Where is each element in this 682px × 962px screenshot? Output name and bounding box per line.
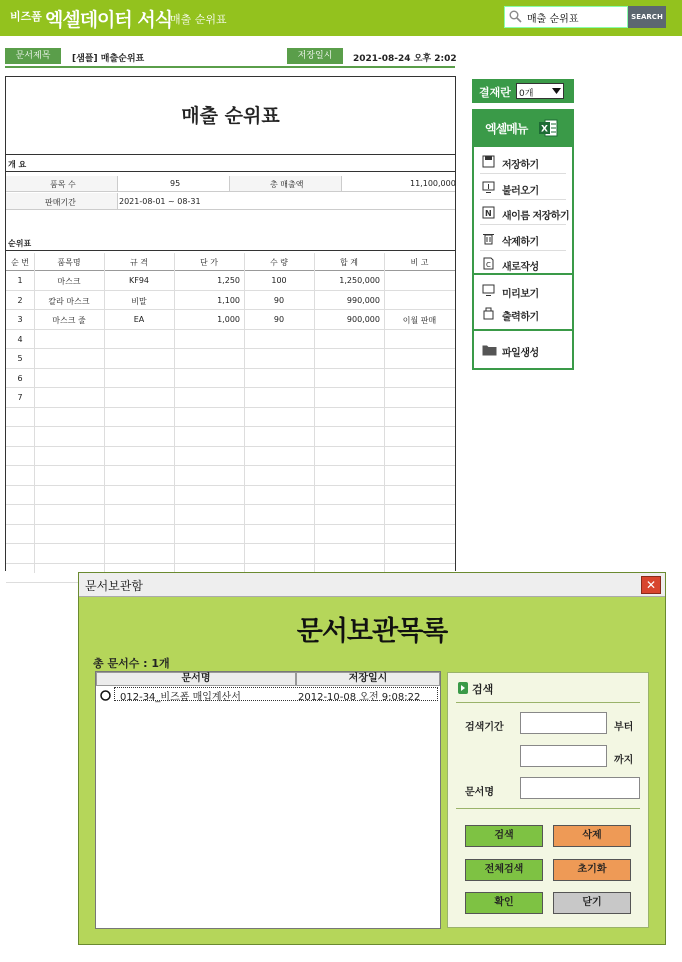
divider bbox=[456, 702, 640, 703]
divider bbox=[6, 171, 455, 172]
divider bbox=[456, 808, 640, 809]
table-row bbox=[6, 291, 455, 311]
save-date-label: 저장일시 bbox=[287, 48, 343, 64]
search-period-label: 검색기간 bbox=[465, 722, 504, 733]
table-cell-name: 칼라 마스크 bbox=[48, 296, 90, 306]
table-cell-name: 마스크 줄 bbox=[52, 316, 86, 325]
table-cell-spec: 비말 bbox=[131, 296, 147, 306]
table-cell-note: 이월 판매 bbox=[402, 316, 437, 325]
search-panel-title: 검색 bbox=[472, 683, 494, 696]
column-header: 단 가 bbox=[200, 258, 218, 267]
table-cell-total: 990,000 bbox=[346, 295, 380, 305]
top-header-bar bbox=[0, 0, 682, 36]
preview-icon bbox=[482, 284, 495, 297]
table-cell-no: 2 bbox=[17, 295, 23, 305]
docname-label: 문서명 bbox=[465, 787, 494, 798]
search-bullet-icon bbox=[458, 682, 468, 694]
load-icon bbox=[482, 181, 495, 194]
delete-icon bbox=[482, 232, 495, 245]
table-row bbox=[6, 271, 455, 291]
table-cell-no: 1 bbox=[17, 276, 23, 285]
delete-button[interactable]: 삭제 bbox=[553, 825, 631, 847]
brand-logo: 비즈폼 bbox=[10, 10, 42, 23]
table-cell-price: 1,250 bbox=[217, 276, 240, 285]
divider bbox=[480, 224, 566, 225]
file-menu-list bbox=[472, 331, 574, 370]
doc-title-value: [샘플] 매출순위표 bbox=[72, 54, 145, 64]
save-as-button[interactable]: 새이름 저장하기 bbox=[502, 211, 570, 222]
dialog-title: 문서보관함 bbox=[85, 579, 143, 593]
rank-table-header bbox=[6, 253, 455, 271]
dialog-heading: 문서보관목록 bbox=[296, 616, 448, 647]
docname-input[interactable] bbox=[520, 777, 640, 799]
to-label: 까지 bbox=[614, 755, 634, 766]
table-cell-qty: 100 bbox=[271, 276, 287, 285]
item-count-value: 95 bbox=[170, 179, 181, 188]
document-list[interactable] bbox=[95, 671, 441, 929]
dialog-titlebar bbox=[79, 573, 665, 597]
total-sales-value: 11,100,000 bbox=[410, 179, 456, 188]
table-row bbox=[6, 330, 455, 350]
print-menu-list bbox=[472, 275, 574, 331]
list-item-date: 2012-10-08 오전 9:08:22 bbox=[298, 692, 421, 703]
document-count: 총 문서수 : 1개 bbox=[93, 657, 170, 670]
table-cell-spec: KF94 bbox=[128, 276, 150, 285]
table-row bbox=[6, 544, 455, 564]
table-row bbox=[6, 388, 455, 408]
overview-row bbox=[6, 176, 455, 192]
document-sheet bbox=[5, 76, 456, 571]
document-archive-dialog bbox=[78, 572, 666, 945]
table-cell-no: 7 bbox=[17, 393, 23, 402]
from-label: 부터 bbox=[614, 722, 634, 733]
ok-button[interactable]: 확인 bbox=[465, 892, 543, 914]
chevron-down-icon bbox=[552, 88, 561, 95]
search-icon bbox=[509, 10, 522, 23]
approval-box bbox=[472, 79, 574, 103]
table-cell-name: 마스크 bbox=[57, 277, 81, 286]
table-row bbox=[6, 408, 455, 428]
table-cell-no: 6 bbox=[17, 373, 23, 383]
rank-label: 순위표 bbox=[8, 239, 32, 248]
preview-button[interactable]: 미리보기 bbox=[502, 289, 539, 300]
site-title: 엑셀데이터 서식 bbox=[45, 9, 173, 31]
table-row bbox=[6, 486, 455, 506]
table-cell-no: 3 bbox=[17, 315, 23, 324]
item-count-label: 품목 수 bbox=[50, 180, 76, 189]
period-value: 2021-08-01 ~ 08-31 bbox=[119, 197, 201, 206]
table-cell-no: 4 bbox=[17, 334, 23, 344]
search-all-button[interactable]: 전체검색 bbox=[465, 859, 543, 881]
table-row bbox=[6, 427, 455, 447]
page-subtitle: 매출 순위표 bbox=[170, 13, 227, 26]
divider bbox=[480, 173, 566, 174]
overview-label: 개 요 bbox=[8, 160, 27, 169]
search-input[interactable] bbox=[527, 10, 625, 24]
divider bbox=[480, 250, 566, 251]
overview-row bbox=[6, 193, 455, 210]
excel-icon bbox=[538, 118, 558, 138]
total-sales-label: 총 매출액 bbox=[270, 180, 304, 189]
reset-button[interactable]: 초기화 bbox=[553, 859, 631, 881]
close-button[interactable]: 닫기 bbox=[553, 892, 631, 914]
table-cell-no: 5 bbox=[17, 354, 23, 363]
table-row bbox=[6, 505, 455, 525]
approval-value: 0개 bbox=[519, 89, 534, 99]
table-row bbox=[6, 310, 455, 330]
save-as-icon bbox=[482, 206, 495, 219]
table-cell-total: 900,000 bbox=[346, 315, 380, 324]
load-button[interactable]: 불러오기 bbox=[502, 185, 539, 197]
list-item-name: 012-34_비즈폼 매입계산서 bbox=[120, 692, 241, 703]
folder-icon bbox=[482, 343, 497, 356]
approval-label: 결재란 bbox=[479, 86, 511, 99]
new-document-icon bbox=[482, 257, 495, 270]
table-row bbox=[6, 466, 455, 486]
table-row bbox=[6, 447, 455, 467]
table-cell-qty: 90 bbox=[273, 315, 285, 324]
table-cell-price: 1,100 bbox=[217, 295, 240, 305]
column-header: 품목명 bbox=[57, 258, 81, 267]
new-document-button[interactable]: 새로작성 bbox=[502, 262, 539, 273]
divider bbox=[480, 199, 566, 200]
column-header: 수 량 bbox=[270, 258, 288, 267]
radio-button[interactable] bbox=[100, 690, 111, 701]
search-panel bbox=[447, 672, 649, 928]
document-title: 매출 순위표 bbox=[6, 77, 455, 155]
excel-menu-list bbox=[472, 145, 574, 275]
print-icon bbox=[482, 307, 495, 320]
svg-text:N: N bbox=[485, 209, 492, 218]
column-header: 합 계 bbox=[340, 258, 358, 267]
column-header: 비 고 bbox=[410, 258, 429, 267]
table-cell-qty: 90 bbox=[273, 295, 285, 305]
list-header-name[interactable]: 문서명 bbox=[96, 672, 296, 686]
doc-title-label: 문서제목 bbox=[5, 48, 61, 64]
table-row bbox=[6, 369, 455, 389]
table-row bbox=[6, 349, 455, 369]
search-button[interactable]: 검색 bbox=[465, 825, 543, 847]
table-cell-total: 1,250,000 bbox=[339, 276, 380, 285]
svg-text:C: C bbox=[486, 261, 491, 269]
rank-table bbox=[6, 253, 455, 573]
date-to-input[interactable] bbox=[520, 745, 607, 767]
save-date-value: 2021-08-24 오후 2:02 bbox=[353, 54, 457, 64]
save-button[interactable]: 저장하기 bbox=[502, 160, 539, 171]
excel-menu-header bbox=[472, 109, 574, 147]
search-button[interactable]: SEARCH bbox=[628, 6, 666, 28]
approval-select[interactable] bbox=[516, 83, 564, 99]
period-label: 판매기간 bbox=[45, 198, 76, 207]
file-create-button[interactable]: 파일생성 bbox=[502, 348, 539, 359]
column-header: 순 번 bbox=[11, 258, 29, 267]
excel-menu-title: 엑셀메뉴 bbox=[485, 122, 528, 136]
print-button[interactable]: 출력하기 bbox=[502, 312, 539, 323]
list-header-date[interactable]: 저장일시 bbox=[296, 672, 440, 686]
search-box bbox=[504, 6, 628, 28]
table-cell-spec: EA bbox=[133, 315, 145, 324]
date-from-input[interactable] bbox=[520, 712, 607, 734]
delete-document-button[interactable]: 삭제하기 bbox=[502, 236, 539, 248]
save-icon bbox=[482, 155, 495, 168]
column-header: 규 격 bbox=[130, 258, 148, 267]
svg-text:X: X bbox=[541, 124, 548, 135]
list-item[interactable] bbox=[96, 687, 440, 703]
table-cell-price: 1,000 bbox=[217, 315, 240, 324]
divider bbox=[6, 250, 455, 251]
table-row bbox=[6, 525, 455, 545]
divider bbox=[5, 66, 455, 68]
close-icon[interactable]: ✕ bbox=[641, 576, 661, 594]
